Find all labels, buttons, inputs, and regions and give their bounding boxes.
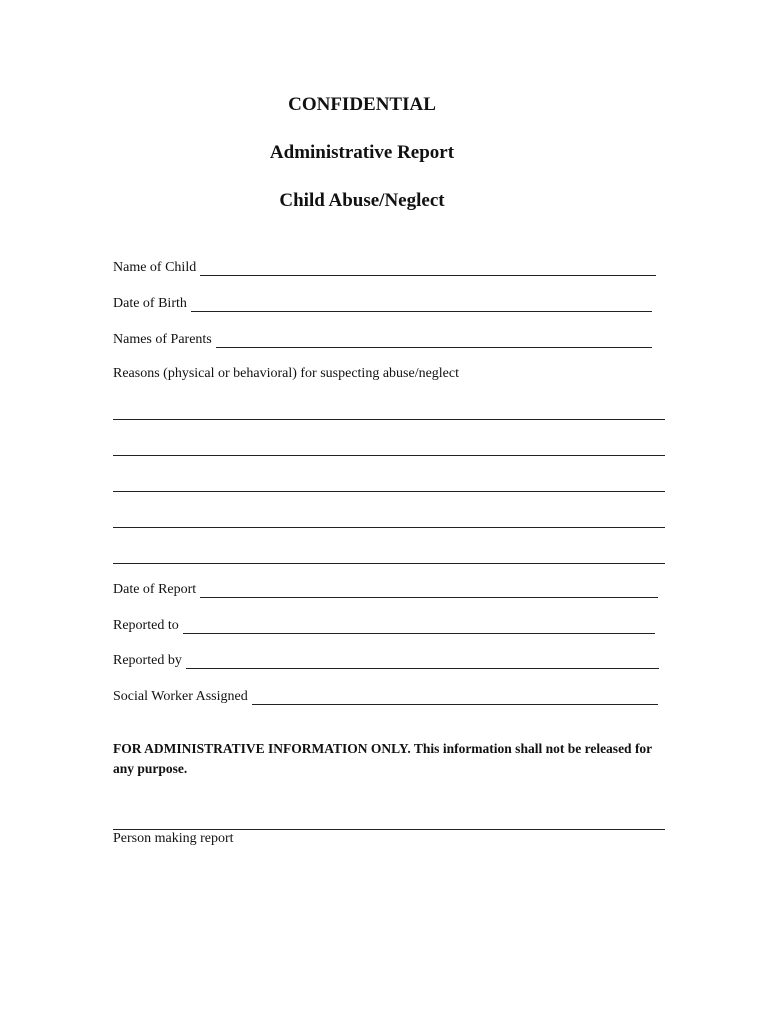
- signature-label: Person making report: [113, 831, 234, 846]
- date-of-birth-label: Date of Birth: [113, 296, 187, 311]
- date-of-birth-input-line[interactable]: [191, 297, 652, 312]
- reported-by-field: [113, 651, 659, 669]
- reasons-line-4[interactable]: [113, 527, 665, 528]
- document-title: CONFIDENTIAL: [288, 94, 436, 115]
- document-subject: Child Abuse/Neglect: [279, 190, 445, 211]
- name-of-child-input-line[interactable]: [200, 261, 656, 276]
- social-worker-input-line[interactable]: [252, 690, 658, 705]
- date-of-birth-field: [113, 294, 652, 312]
- reasons-line-2[interactable]: [113, 455, 665, 456]
- names-of-parents-field: [113, 330, 652, 348]
- reported-to-input-line[interactable]: [183, 619, 655, 634]
- date-of-report-input-line[interactable]: [200, 583, 658, 598]
- administrative-notice: FOR ADMINISTRATIVE INFORMATION ONLY. This information shall not be released for any purpose.: [113, 741, 652, 776]
- names-of-parents-input-line[interactable]: [216, 333, 652, 348]
- date-of-report-field: [113, 580, 658, 598]
- reasons-label: Reasons (physical or behavioral) for suspecting abuse/neglect: [113, 366, 460, 381]
- reasons-line-3[interactable]: [113, 491, 665, 492]
- social-worker-label: Social Worker Assigned: [113, 689, 248, 704]
- name-of-child-field: [113, 258, 656, 276]
- reasons-line-1[interactable]: [113, 419, 665, 420]
- document-subtitle: Administrative Report: [269, 142, 455, 163]
- reasons-line-5[interactable]: [113, 563, 665, 564]
- reported-by-input-line[interactable]: [186, 654, 659, 669]
- signature-line[interactable]: [113, 829, 665, 830]
- name-of-child-label: Name of Child: [113, 260, 197, 275]
- social-worker-field: [113, 687, 658, 705]
- reported-to-label: Reported to: [113, 618, 179, 633]
- reported-to-field: [113, 616, 655, 634]
- names-of-parents-label: Names of Parents: [113, 332, 212, 347]
- reported-by-label: Reported by: [113, 653, 182, 668]
- date-of-report-label: Date of Report: [113, 582, 197, 597]
